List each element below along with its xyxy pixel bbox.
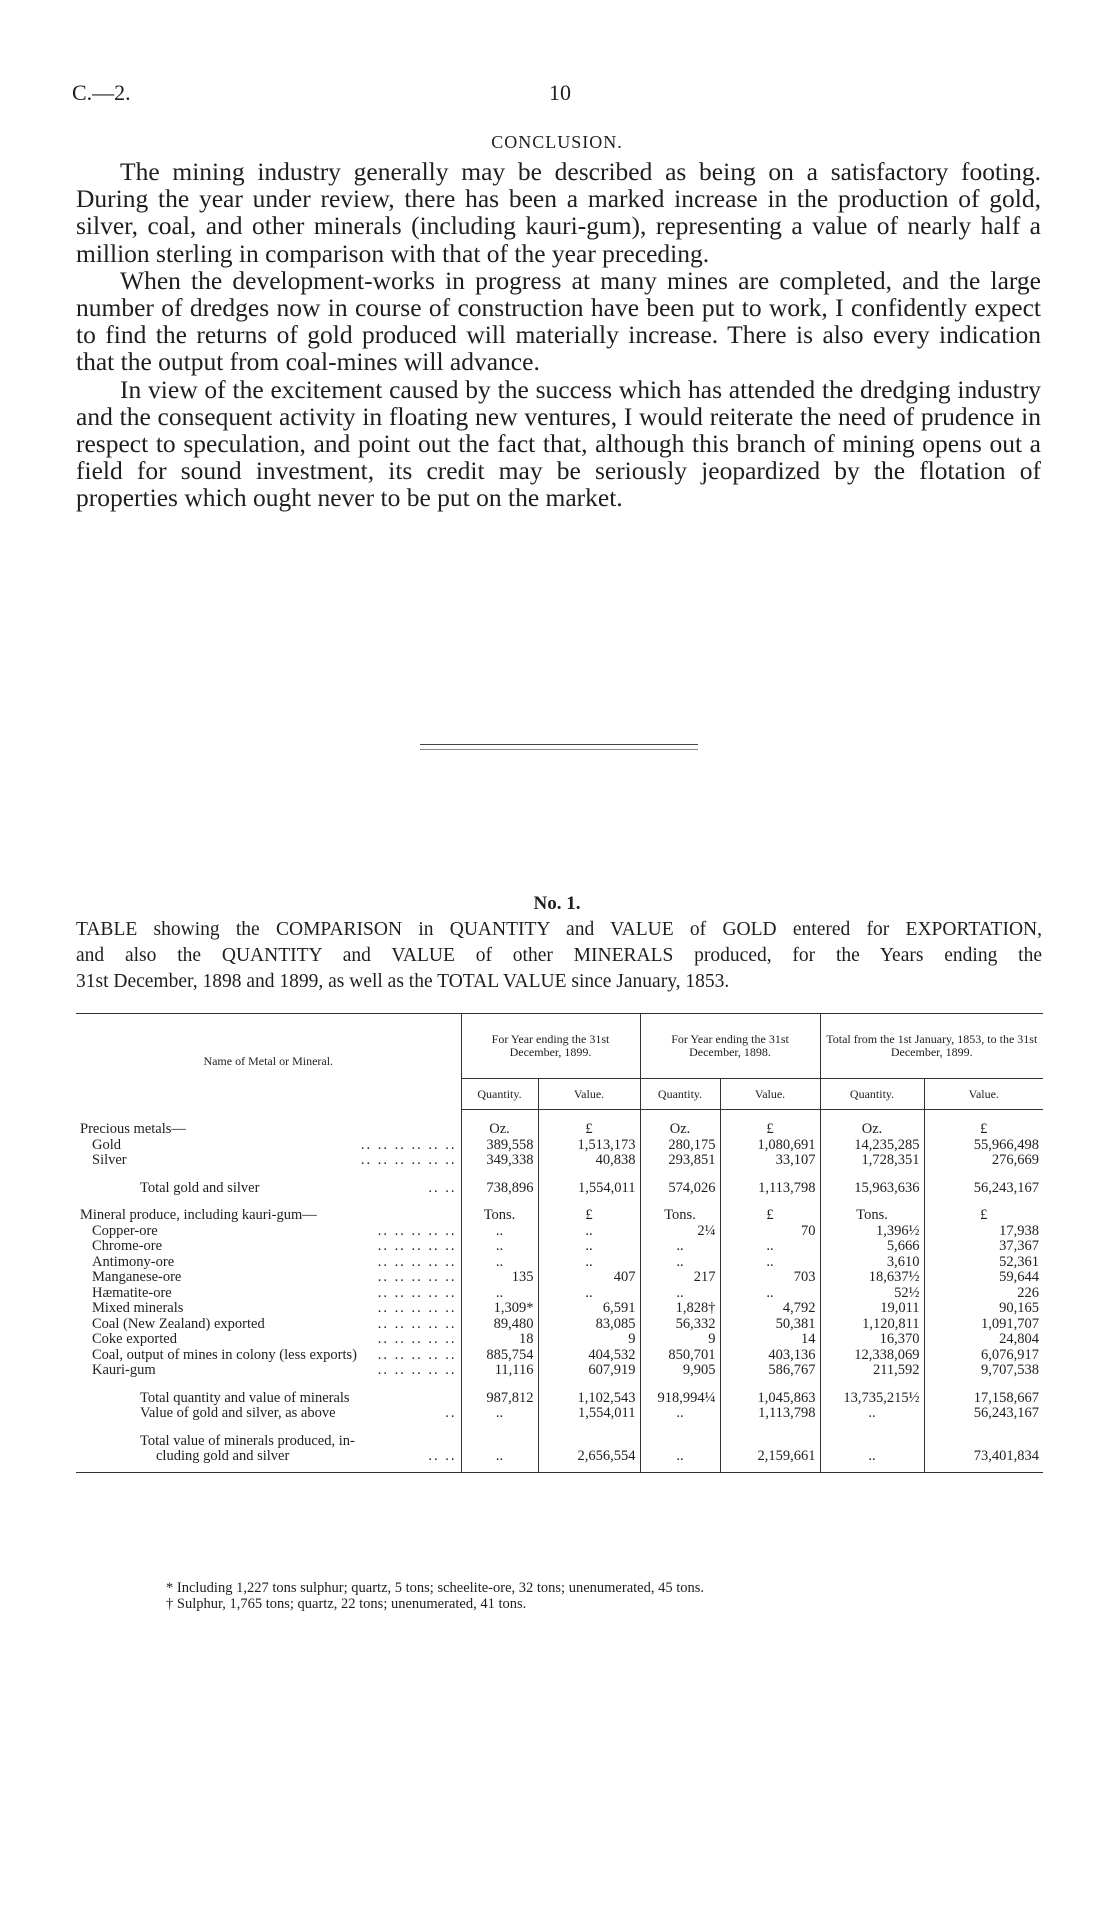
- table-row-total: Total quantity and value of minerals 987,812 1,102,543 918,994¼ 1,045,863 13,735,215½ 17,158,667: [76, 1391, 1043, 1407]
- unit-label: Oz.: [820, 1122, 924, 1138]
- table-row: [76, 1122, 1043, 1138]
- col-header-quantity: Quantity.: [461, 1079, 538, 1110]
- row-label: Hæmatite-ore .. .. .. .. ..: [92, 1285, 457, 1301]
- row-label: Total value of minerals produced, in- cluding gold and silver .. ..: [140, 1432, 457, 1464]
- table-row: Antimony-ore .. .. .. .. .. .. .. .. .. 3,610 52,361: [76, 1255, 1043, 1271]
- row-label: Total quantity and value of minerals: [140, 1390, 350, 1406]
- row-label: Mixed minerals .. .. .. .. ..: [92, 1301, 457, 1316]
- caption-line: and also the QUANTITY and VALUE of other MINERALS produced, for the Years ending the: [76, 945, 1042, 966]
- table-row-grand-total: Total value of minerals produced, in- cluding gold and silver .. .. .. 2,656,554 .. 2,159,661 .. 73,401,834: [76, 1434, 1043, 1465]
- col-header-value: Value.: [720, 1079, 820, 1110]
- table-row: Value of gold and silver, as above .. .. 1,554,011 .. 1,113,798 .. 56,243,167: [76, 1406, 1043, 1422]
- table-row: Kauri-gum .. .. .. .. .. 11,116 607,919 9,905 586,767 211,592 9,707,538: [76, 1363, 1043, 1379]
- table-caption: [76, 917, 1042, 995]
- paragraph: In view of the excitement caused by the success which has attended the dredging industry and the consequent activity in floating new ventures, I would reiterate the need of prudence in respect to speculation, and point out the fact that, although this branch of mining opens out a field for sound investment, its credit may be seriously jeopardized by the flotation of properties which ought never to be put on the market.: [76, 374, 1041, 513]
- table-row: [76, 1208, 1043, 1224]
- section-divider: [420, 744, 698, 745]
- row-label: Gold .. .. .. .. .. ..: [92, 1137, 457, 1153]
- page-number: 10: [549, 80, 571, 105]
- minerals-table: [76, 1013, 1043, 1473]
- col-header-name: Name of Metal or Mineral.: [203, 1054, 334, 1069]
- row-label: Silver .. .. .. .. .. ..: [92, 1153, 457, 1168]
- row-label: Kauri-gum .. .. .. .. ..: [92, 1363, 457, 1378]
- unit-label: Tons.: [820, 1208, 924, 1224]
- section-heading: Precious metals—: [80, 1121, 186, 1137]
- row-label: Coal, output of mines in colony (less exports) .. .. .. .. ..: [92, 1347, 457, 1363]
- section-divider: [420, 749, 698, 750]
- conclusion-body: [76, 158, 1041, 512]
- unit-label: £: [924, 1208, 1043, 1224]
- footnotes: [166, 1580, 704, 1612]
- unit-label: Tons.: [461, 1208, 538, 1224]
- row-label: Antimony-ore .. .. .. .. ..: [92, 1254, 457, 1270]
- row-label: Copper-ore .. .. .. .. ..: [92, 1223, 457, 1239]
- unit-label: Oz.: [640, 1122, 720, 1138]
- unit-label: £: [924, 1122, 1043, 1138]
- unit-label: Oz.: [461, 1122, 538, 1138]
- unit-label: £: [538, 1122, 640, 1138]
- table-number: No. 1.: [533, 893, 581, 914]
- report-reference: C.—2.: [72, 80, 131, 105]
- caption-line: TABLE showing the COMPARISON in QUANTITY and VALUE of GOLD entered for EXPORTATION,: [76, 919, 1042, 940]
- table-row: Gold .. .. .. .. .. .. 389,558 1,513,173 280,175 1,080,691 14,235,285 55,966,498: [76, 1138, 1043, 1154]
- footnote: * Including 1,227 tons sulphur; quartz, 5 tons; scheelite-ore, 32 tons; unenumerated, 45 tons.: [166, 1580, 705, 1596]
- table-row: Chrome-ore .. .. .. .. .. .. .. .. .. 5,666 37,367: [76, 1239, 1043, 1255]
- caption-line: 31st December, 1898 and 1899, as well as the TOTAL VALUE since January, 1853.: [76, 971, 730, 992]
- row-label: Coal (New Zealand) exported .. .. .. .. ..: [92, 1316, 457, 1332]
- table-row: Coal, output of mines in colony (less exports) .. .. .. .. .. 885,754 404,532 850,701 403,136 12,338,069 6,076,917: [76, 1348, 1043, 1364]
- section-heading: Mineral produce, including kauri-gum—: [80, 1207, 317, 1223]
- col-header-1898: For Year ending the 31st December, 1898.: [640, 1014, 820, 1079]
- table-row: Mixed minerals .. .. .. .. .. 1,309* 6,591 1,828† 4,792 19,011 90,165: [76, 1301, 1043, 1317]
- unit-label: £: [720, 1208, 820, 1224]
- footnote: † Sulphur, 1,765 tons; quartz, 22 tons; unenumerated, 41 tons.: [166, 1596, 527, 1612]
- table-row: Coke exported .. .. .. .. .. 18 9 9 14 16,370 24,804: [76, 1332, 1043, 1348]
- table-row: Copper-ore .. .. .. .. .. .. .. 2¼ 70 1,396½ 17,938: [76, 1224, 1043, 1240]
- conclusion-heading: CONCLUSION.: [491, 132, 623, 152]
- unit-label: £: [720, 1122, 820, 1138]
- unit-label: Tons.: [640, 1208, 720, 1224]
- paragraph: When the development-works in progress at many mines are completed, and the large number of dredges now in course of construction have been put to work, I confidently expect to find the returns of gold produced will materially increase. There is also every indication that the output from coal-mines will advance.: [76, 265, 1041, 377]
- table-row: Hæmatite-ore .. .. .. .. .. .. .. .. .. 52½ 226: [76, 1286, 1043, 1302]
- unit-label: £: [538, 1208, 640, 1224]
- row-label: Value of gold and silver, as above ..: [140, 1406, 457, 1421]
- col-header-value: Value.: [538, 1079, 640, 1110]
- row-label: Coke exported .. .. .. .. ..: [92, 1332, 457, 1347]
- col-header-total: Total from the 1st January, 1853, to the 31st December, 1899.: [820, 1014, 1043, 1079]
- table-row-total: Total gold and silver .. .. 738,896 1,554,011 574,026 1,113,798 15,963,636 56,243,167: [76, 1181, 1043, 1197]
- table-row: Silver .. .. .. .. .. .. 349,338 40,838 293,851 33,107 1,728,351 276,669: [76, 1153, 1043, 1169]
- paragraph: The mining industry generally may be described as being on a satisfactory footing. During the year under review, there has been a marked increase in the production of gold, silver, coal, and other minerals (including kauri-gum), representing a value of nearly half a million sterling in comparison with that of the year preceding.: [76, 157, 1041, 268]
- row-label: Total gold and silver .. ..: [140, 1180, 457, 1196]
- row-label: Manganese-ore .. .. .. .. ..: [92, 1270, 457, 1285]
- col-header-1899: For Year ending the 31st December, 1899.: [461, 1014, 640, 1079]
- col-header-value: Value.: [924, 1079, 1043, 1110]
- row-label: Chrome-ore .. .. .. .. ..: [92, 1239, 457, 1254]
- col-header-quantity: Quantity.: [640, 1079, 720, 1110]
- table-row: Manganese-ore .. .. .. .. .. 135 407 217 703 18,637½ 59,644: [76, 1270, 1043, 1286]
- col-header-quantity: Quantity.: [820, 1079, 924, 1110]
- table-row: Coal (New Zealand) exported .. .. .. .. .. 89,480 83,085 56,332 50,381 1,120,811 1,091,707: [76, 1317, 1043, 1333]
